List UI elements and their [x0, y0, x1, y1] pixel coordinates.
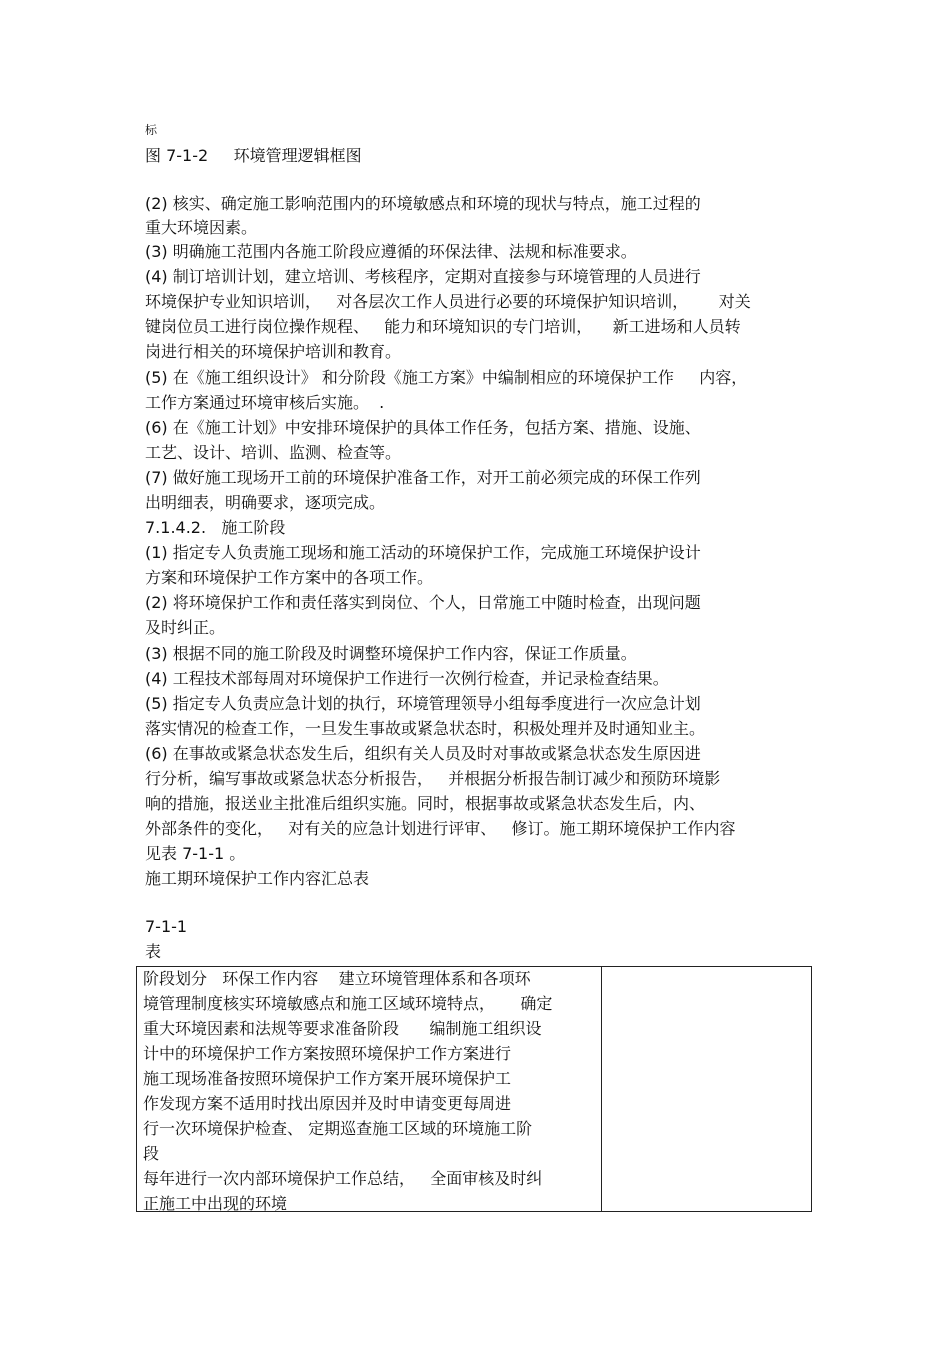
- table-cell-line: 作发现方案不适用时找出原因并及时申请变更每周进: [143, 1094, 512, 1113]
- paragraph-line: (5) 指定专人负责应急计划的执行，环境管理领导小组每季度进行一次应急计划: [145, 694, 701, 713]
- paragraph-line: (6) 在事故或紧急状态发生后，组织有关人员及时对事故或紧急状态发生原因进: [145, 744, 701, 763]
- table-cell-line: 施工现场准备按照环境保护工作方案开展环境保护工: [143, 1069, 512, 1088]
- table-number: 7-1-1: [145, 917, 188, 936]
- paragraph-line: (1) 指定专人负责施工现场和施工活动的环境保护工作，完成施工环境保护设计: [145, 543, 701, 562]
- table-cell-line: 段: [143, 1144, 160, 1163]
- paragraph-line: 外部条件的变化， 对有关的应急计划进行评审、 修订。施工期环境保护工作内容: [145, 819, 736, 838]
- paragraph-line: (5) 在《施工组织设计》 和分阶段《施工方案》中编制相应的环境保护工作 内容，: [145, 368, 748, 387]
- figure-caption: 图 7-1-2 环境管理逻辑框图: [145, 146, 362, 165]
- paragraph-line: 行分析，编写事故或紧急状态分析报告， 并根据分析报告制订减少和预防环境影: [145, 769, 721, 788]
- table-label: 表: [145, 942, 162, 961]
- paragraph-line: (3) 明确施工范围内各施工阶段应遵循的环保法律、法规和标准要求。: [145, 242, 637, 261]
- table-cell-line: 正施工中出现的环境: [143, 1194, 288, 1213]
- table-cell-line: 行一次环境保护检查、 定期巡查施工区域的环境施工阶: [143, 1119, 533, 1138]
- section-heading: 7.1.4.2. 施工阶段: [145, 518, 286, 537]
- table-cell-line: 境管理制度核实环境敏感点和施工区域环境特点， 确定: [143, 994, 553, 1013]
- table-title: 施工期环境保护工作内容汇总表: [145, 869, 370, 888]
- paragraph-line: 落实情况的检查工作，一旦发生事故或紧急状态时，积极处理并及时通知业主。: [145, 719, 706, 738]
- paragraph-line: 键岗位员工进行岗位操作规程、 能力和环境知识的专门培训， 新工进场和人员转: [145, 317, 741, 336]
- table-cell-line: 计中的环境保护工作方案按照环境保护工作方案进行: [143, 1044, 512, 1063]
- table-cell-line: 重大环境因素和法规等要求准备阶段 编制施工组织设: [143, 1019, 542, 1038]
- paragraph-line: 工艺、设计、培训、监测、检查等。: [145, 443, 402, 462]
- paragraph-line: (2) 将环境保护工作和责任落实到岗位、个人，日常施工中随时检查，出现问题: [145, 593, 701, 612]
- paragraph-line: (7) 做好施工现场开工前的环境保护准备工作，对开工前必须完成的环保工作列: [145, 468, 701, 487]
- paragraph-line: (3) 根据不同的施工阶段及时调整环境保护工作内容，保证工作质量。: [145, 644, 637, 663]
- table-cell-line: 阶段划分 环保工作内容 建立环境管理体系和各项环: [143, 969, 531, 988]
- paragraph-line: 岗进行相关的环境保护培训和教育。: [145, 342, 402, 361]
- table-column-divider: [601, 966, 602, 1212]
- paragraph-line: (6) 在《施工计划》中安排环境保护的具体工作任务，包括方案、措施、设施、: [145, 418, 701, 437]
- paragraph-line: (4) 工程技术部每周对环境保护工作进行一次例行检查，并记录检查结果。: [145, 669, 669, 688]
- paragraph-line: 方案和环境保护工作方案中的各项工作。: [145, 568, 434, 587]
- table-cell-line: 每年进行一次内部环境保护工作总结， 全面审核及时纠: [143, 1169, 543, 1188]
- paragraph-line: (2) 核实、确定施工影响范围内的环境敏感点和环境的现状与特点，施工过程的: [145, 194, 701, 213]
- paragraph-line: (4) 制订培训计划，建立培训、考核程序，定期对直接参与环境管理的人员进行: [145, 267, 701, 286]
- paragraph-line: 出明细表，明确要求，逐项完成。: [145, 493, 386, 512]
- paragraph-line: 重大环境因素。: [145, 218, 258, 237]
- paragraph-line: 环境保护专业知识培训， 对各层次工作人员进行必要的环境保护知识培训， 对关: [145, 292, 751, 311]
- paragraph-line: 响的措施，报送业主批准后组织实施。同时，根据事故或紧急状态发生后，内、: [145, 794, 706, 813]
- paragraph-line: 及时纠正。: [145, 618, 226, 637]
- paragraph-line: 工作方案通过环境审核后实施。 .: [145, 393, 385, 412]
- fragment-top-text: 标: [145, 123, 158, 137]
- paragraph-line: 见表 7-1-1 。: [145, 844, 246, 863]
